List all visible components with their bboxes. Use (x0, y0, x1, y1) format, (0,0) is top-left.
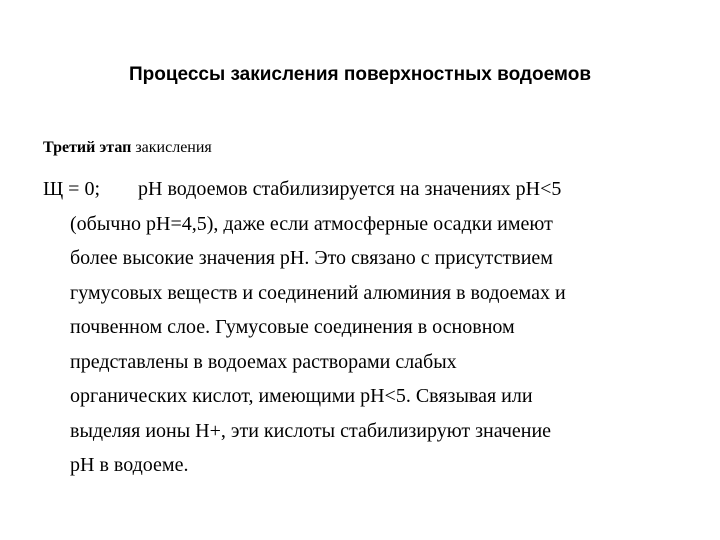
body-line-3: более высокие значения рН. Это связано с присутствием (70, 247, 553, 269)
alkalinity-label: Щ = 0; (43, 178, 101, 200)
slide-title: Процессы закисления поверхностных водоемов (128, 64, 592, 85)
body-line-2: (обычно рН=4,5), даже если атмосферные осадки имеют (70, 212, 553, 235)
body-line-4: гумусовых веществ и соединений алюминия в водоемах и (70, 281, 566, 304)
body-line-5: почвенном слое. Гумусовые соединения в основном (70, 316, 515, 338)
section-subtitle (43, 137, 212, 159)
body-text (43, 172, 693, 483)
body-line-9: рН в водоеме. (70, 454, 189, 476)
subtitle-regular-part: закисления (131, 139, 212, 156)
body-line-7: органических кислот, имеющими рН<5. Связывая или (70, 385, 533, 407)
body-line-6: представлены в водоемах растворами слабых (70, 350, 457, 373)
body-line-8: выделяя ионы Н+, эти кислоты стабилизируют значение (70, 419, 552, 442)
body-line-1 (43, 172, 693, 207)
body-line-1-text: рН водоемов стабилизируется на значениях рН<5 (138, 178, 562, 200)
subtitle-bold-part: Третий этап (43, 139, 132, 156)
